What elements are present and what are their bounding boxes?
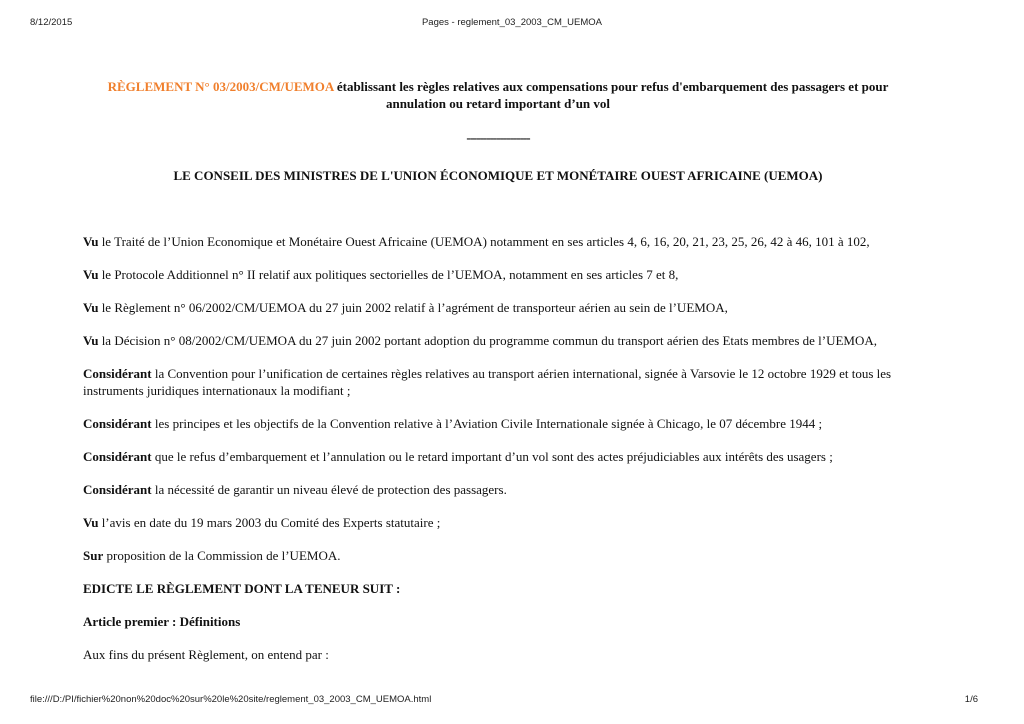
paragraph-lead: Vu <box>83 515 99 530</box>
file-path: file:///D:/PI/fichier%20non%20doc%20sur%20le%20site/reglement_03_2003_CM_UEMOA.html <box>30 694 432 705</box>
decree-heading: EDICTE LE RÈGLEMENT DONT LA TENEUR SUIT : <box>83 581 401 596</box>
paragraph-lead: Vu <box>83 300 99 315</box>
paragraph-lead: Sur <box>83 548 104 563</box>
paragraph-lead: Vu <box>83 234 99 249</box>
preamble-paragraph <box>83 266 913 283</box>
document-body <box>83 78 913 679</box>
print-footer <box>0 694 1024 708</box>
document-title <box>83 78 913 112</box>
preamble-paragraph <box>83 332 913 349</box>
paragraph-text: la Décision n° 08/2002/CM/UEMOA du 27 juin 2002 portant adoption du programme commun du transport aérien des Etats membres de l’UEMOA, <box>98 333 878 348</box>
paragraph-text: la nécessité de garantir un niveau élevé de protection des passagers. <box>151 482 507 497</box>
preamble-paragraph <box>83 481 913 498</box>
paragraph-text: l’avis en date du 19 mars 2003 du Comité des Experts statutaire ; <box>98 515 441 530</box>
preamble-paragraph <box>83 514 913 531</box>
print-header <box>0 17 1024 31</box>
paragraph-text: les principes et les objectifs de la Convention relative à l’Aviation Civile Internationale signée à Chicago, le 07 décembre 1944 ; <box>151 416 823 431</box>
paragraph-text: le Règlement n° 06/2002/CM/UEMOA du 27 juin 2002 relatif à l’agrément de transporteur aérien au sein de l’UEMOA, <box>98 300 728 315</box>
preamble-paragraph <box>83 415 913 432</box>
paragraph-text: la Convention pour l’unification de certaines règles relatives au transport aérien international, signée à Varsovie le 12 octobre 1929 et tous les instruments juridiques internationaux la modifiant ; <box>83 366 892 398</box>
paragraph-lead: Vu <box>83 267 99 282</box>
paragraph-lead: Vu <box>83 333 99 348</box>
preamble-paragraph <box>83 448 913 465</box>
regulation-reference: RÈGLEMENT N° 03/2003/CM/UEMOA <box>107 79 334 94</box>
title-description: établissant les règles relatives aux compensations pour refus d'embarquement des passagers et pour annulation ou retard important d’un vol <box>333 79 889 111</box>
preamble-paragraph <box>83 299 913 316</box>
paragraph-text: le Protocole Additionnel n° II relatif aux politiques sectorielles de l’UEMOA, notamment en ses articles 7 et 8, <box>98 267 679 282</box>
page-number: 1/6 <box>964 694 978 705</box>
paragraph-lead: Considérant <box>83 449 152 464</box>
title-separator: ------------------- <box>466 130 530 145</box>
paragraph-lead: Considérant <box>83 416 152 431</box>
print-date: 8/12/2015 <box>30 17 73 28</box>
print-page-title: Pages - reglement_03_2003_CM_UEMOA <box>421 17 603 28</box>
article-title: Article premier : Définitions <box>83 614 241 629</box>
paragraph-lead: Considérant <box>83 482 152 497</box>
preamble <box>83 233 913 663</box>
paragraph-text: le Traité de l’Union Economique et Monétaire Ouest Africaine (UEMOA) notamment en ses articles 4, 6, 16, 20, 21, 23, 25, 26, 42 à 46, 101 à 102, <box>98 234 870 249</box>
council-heading: LE CONSEIL DES MINISTRES DE L'UNION ÉCONOMIQUE ET MONÉTAIRE OUEST AFRICAINE (UEMOA) <box>173 168 823 183</box>
paragraph-text: que le refus d’embarquement et l’annulation ou le retard important d’un vol sont des actes préjudiciables aux intérêts des usagers ; <box>151 449 833 464</box>
article-intro: Aux fins du présent Règlement, on entend par : <box>83 647 329 662</box>
preamble-paragraph <box>83 365 913 399</box>
paragraph-lead: Considérant <box>83 366 152 381</box>
preamble-paragraph <box>83 233 913 250</box>
preamble-paragraph <box>83 547 913 564</box>
paragraph-text: proposition de la Commission de l’UEMOA. <box>103 548 341 563</box>
